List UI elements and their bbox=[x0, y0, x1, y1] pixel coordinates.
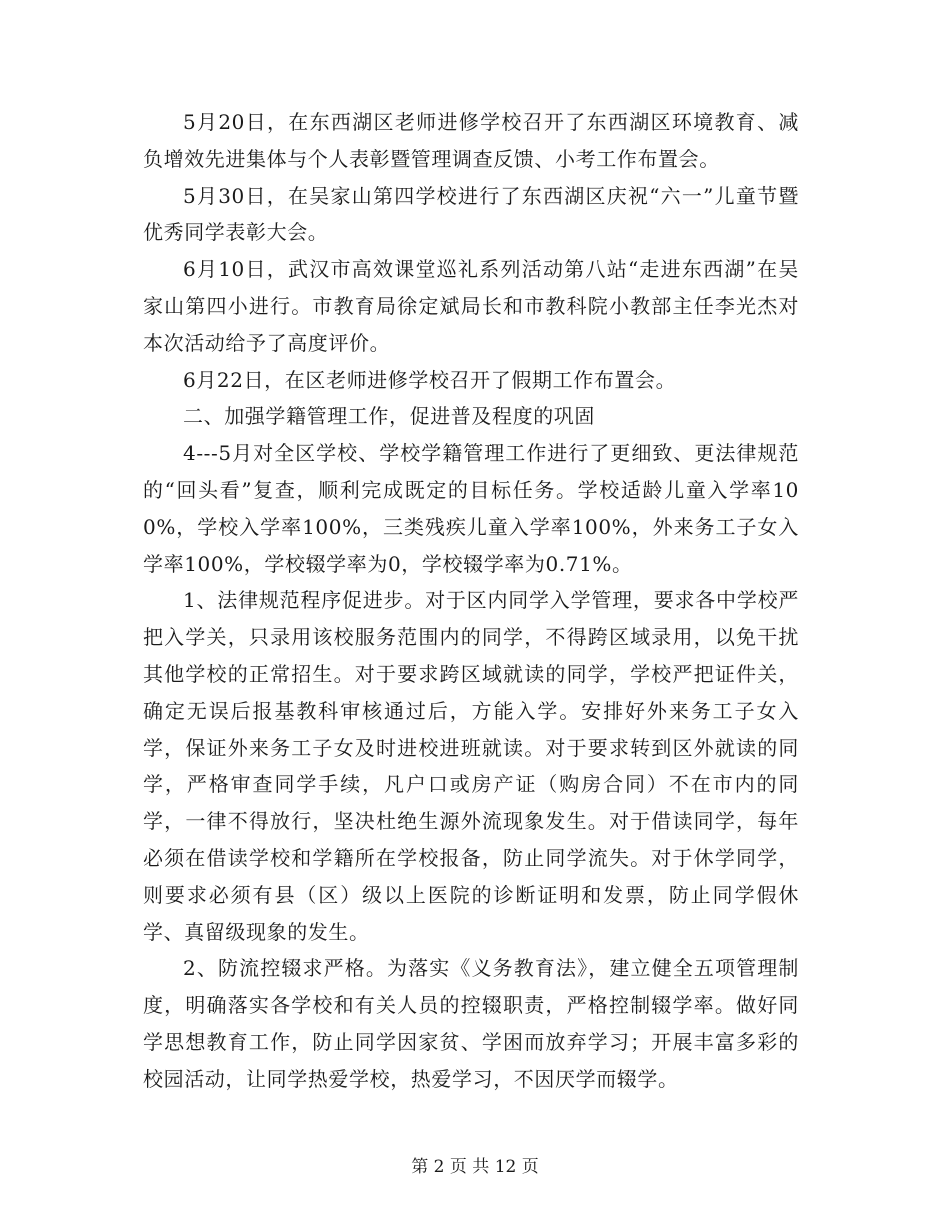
page-footer bbox=[0, 1152, 950, 1177]
section-heading-enrollment: 二、加强学籍管理工作，促进普及程度的巩固 bbox=[183, 404, 595, 429]
paragraph-legal-procedures: 1、法律规范程序促进步。对于区内同学入学管理，要求各中学校严把入学关，只录用该校服务范围内的同学，不得跨区域录用，以免干扰其他学校的正常招生。对于要求跨区域就读的同学，学校严把证件关，确定无误后报基教科审核通过后，方能入学。安排好外来务工子女入学，保证外来务工子女及时进校进班就读。对于要求转到区外就读的同学，严格审查同学手续，凡户口或房产证（购房合同）不在市内的同学，一律不得放行，坚决杜绝生源外流现象发生。对于借读同学，每年必须在借读学校和学籍所在学校报备，防止同学流失。对于休学同学，则要求必须有县（区）级以上医院的诊断证明和发票，防止同学假休学、真留级现象的发生。 bbox=[143, 588, 799, 944]
paragraph-dropout-control: 2、防流控辍求严格。为落实《义务教育法》，建立健全五项管理制度，明确落实各学校和有关人员的控辍职责，严格控制辍学率。做好同学思想教育工作，防止同学因家贫、学困而放弃学习；开展丰富多彩的校园活动，让同学热爱学校，热爱学习，不因厌学而辍学。 bbox=[143, 956, 799, 1091]
page-number: 第 2 页 共 12 页 bbox=[411, 1157, 539, 1177]
document-body bbox=[143, 104, 799, 1098]
paragraph-june10-classroom-tour: 6月10日，武汉市高效课堂巡礼系列活动第八站“走进东西湖”在吴家山第四小进行。市教育局徐定斌局长和市教科院小教部主任李光杰对本次活动给予了高度评价。 bbox=[143, 257, 799, 355]
paragraph-may30-celebration: 5月30日，在吴家山第四学校进行了东西湖区庆祝“六一”儿童节暨优秀同学表彰大会。 bbox=[143, 183, 799, 245]
paragraph-enrollment-review: 4---5月对全区学校、学校学籍管理工作进行了更细致、更法律规范的“回头看”复查，顺利完成既定的目标任务。学校适龄儿童入学率100%，学校入学率100%，三类残疾儿童入学率100%，外来务工子女入学率100%，学校辍学率为0，学校辍学率为0.71%。 bbox=[143, 441, 799, 576]
paragraph-may20-meeting: 5月20日，在东西湖区老师进修学校召开了东西湖区环境教育、减负增效先进集体与个人表彰暨管理调查反馈、小考工作布置会。 bbox=[143, 110, 799, 171]
paragraph-june22-meeting: 6月22日，在区老师进修学校召开了假期工作布置会。 bbox=[183, 367, 677, 392]
